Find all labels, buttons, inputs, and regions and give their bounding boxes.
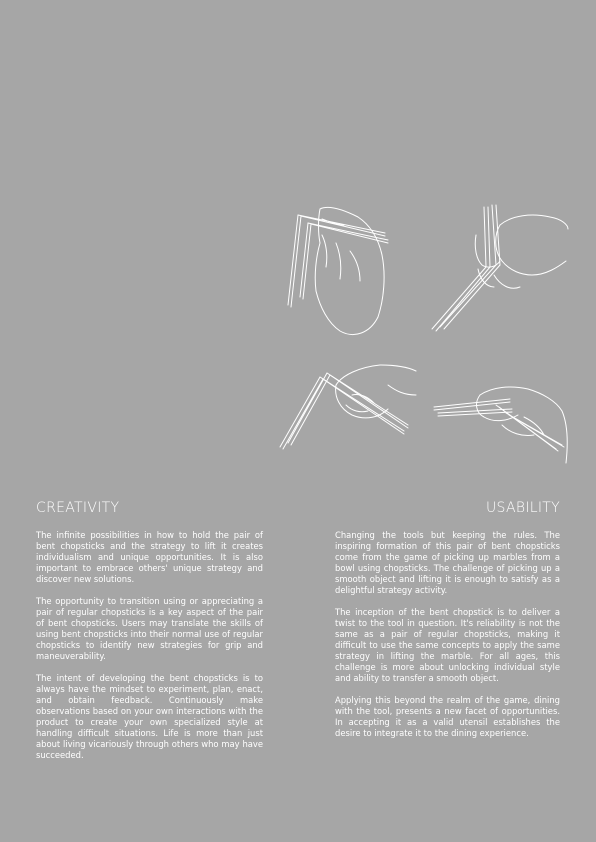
sketch-grip-3 xyxy=(280,365,416,449)
creativity-paragraph: The infinite possibilities in how to hold the pair of bent chopsticks and the strategy to lift it creates individualism and unique opportunities. It is also important to embrace others' unique strategy and discover new solutions. xyxy=(36,530,263,584)
creativity-heading: CREATIVITY xyxy=(36,500,120,516)
usability-paragraph: Changing the tools but keeping the rules. The inspiring formation of this pair of bent chopsticks come from the game of picking up marbles from a bowl using chopsticks. The challenge of picking up a smooth object and lifting it is enough to satisfy as a delightful strategy activity. xyxy=(335,530,560,595)
usability-paragraph: Applying this beyond the realm of the game, dining with the tool, presents a new facet of opportunities. In accepting it as a valid utensil establishes the desire to integrate it to the dining experience. xyxy=(335,695,560,738)
sketch-grip-4 xyxy=(434,387,567,463)
usability-heading: USABILITY xyxy=(486,500,560,516)
hand-chopstick-illustrations xyxy=(270,195,570,475)
usability-paragraph: The inception of the bent chopstick is to deliver a twist to the tool in question. It's reliability is not the same as a pair of regular chopsticks, making it difficult to use the same concepts to apply the same strategy in lifting the marble. For all ages, this challenge is more about unlocking individual style and ability to transfer a smooth object. xyxy=(335,607,560,683)
sketch-grip-1 xyxy=(288,207,388,334)
sketch-grip-2 xyxy=(432,205,568,331)
creativity-section xyxy=(36,500,263,772)
usability-section xyxy=(335,500,560,750)
creativity-paragraph: The intent of developing the bent chopsticks is to always have the mindset to experiment, plan, enact, and obtain feedback. Continuously make observations based on your own interactions with the product to create your own specialized style at handling difficult situations. Life is more than just about living vicariously through others who may have succeeded. xyxy=(36,673,263,760)
creativity-paragraph: The opportunity to transition using or appreciating a pair of regular chopsticks is a key aspect of the pair of bent chopsticks. Users may translate the skills of using bent chopsticks into their normal use of regular chopsticks to identify new strategies for grip and maneuverability. xyxy=(36,596,263,661)
